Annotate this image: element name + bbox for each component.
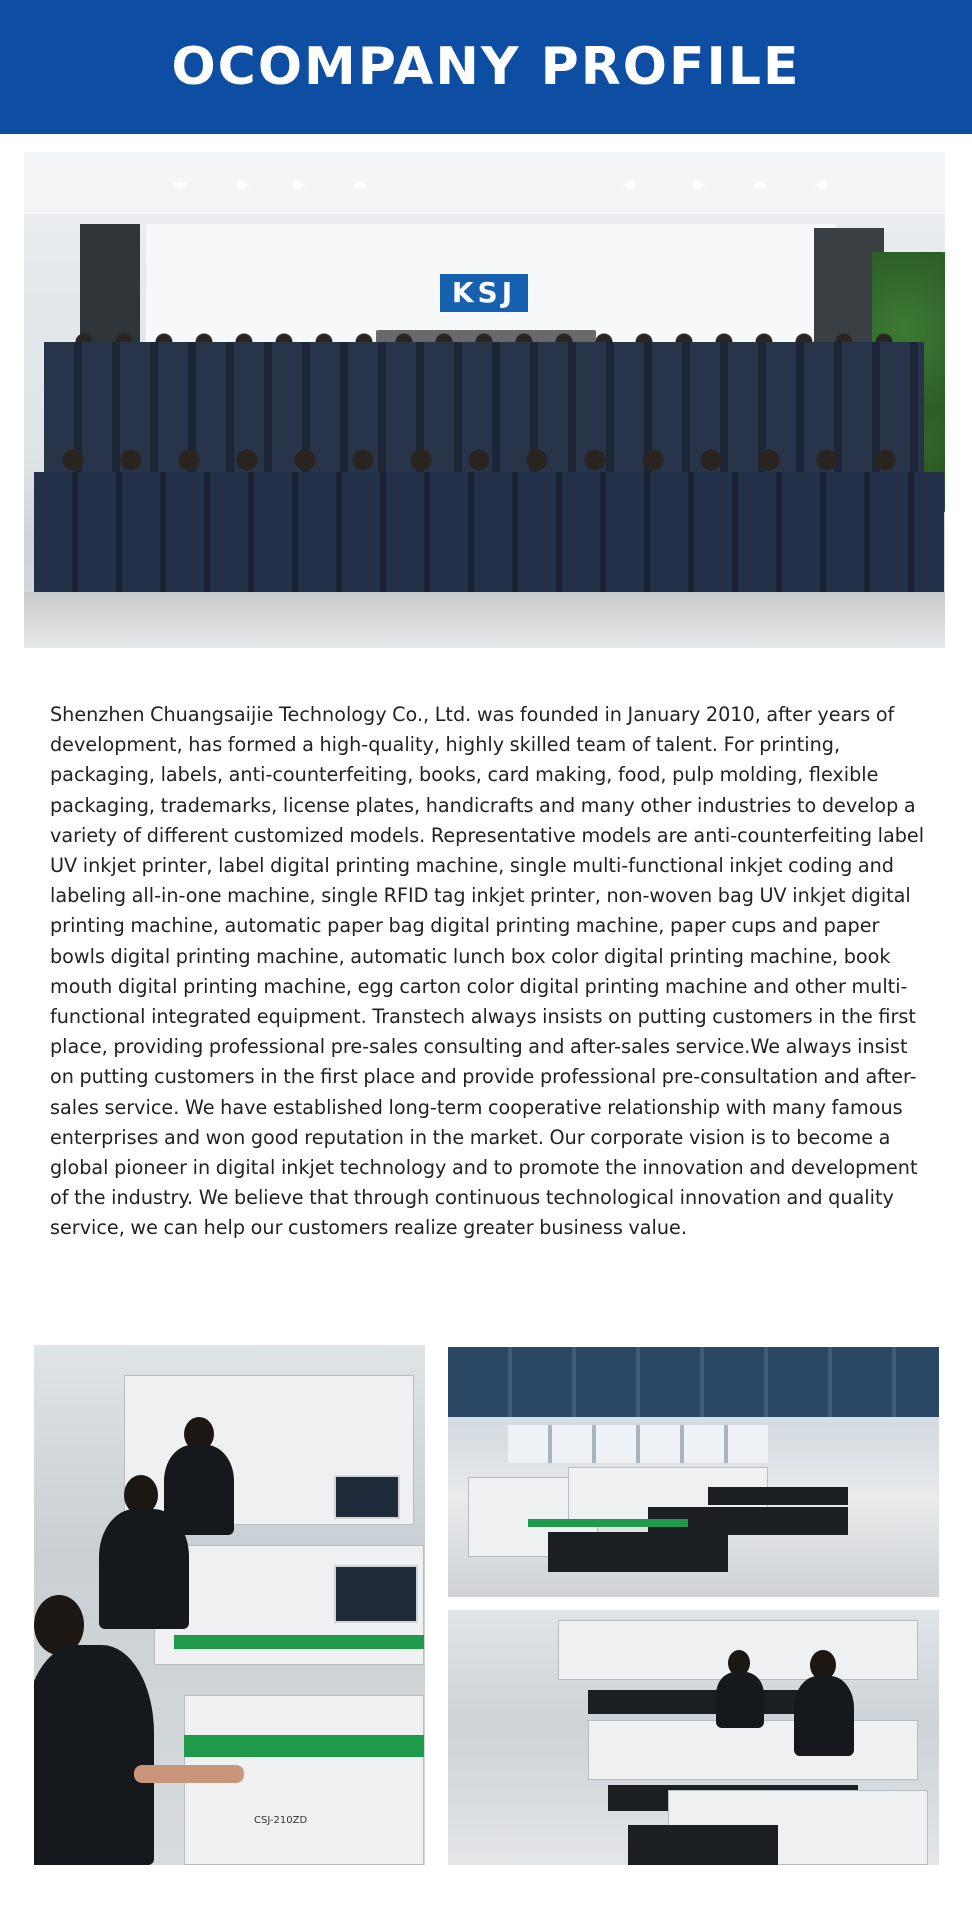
conveyor-belt [174, 1635, 424, 1649]
machine-base [708, 1487, 848, 1505]
worker [794, 1676, 854, 1756]
worker [34, 1645, 154, 1865]
conveyor-belt [184, 1735, 424, 1757]
machine-label: CSJ-210ZD [254, 1815, 308, 1826]
conveyor-belt [528, 1519, 688, 1527]
ceiling-light [624, 182, 636, 188]
worker-arm [134, 1765, 244, 1783]
ceiling-light [754, 182, 766, 188]
ceiling-light [236, 182, 248, 188]
machine-base [628, 1825, 778, 1865]
factory-photo-hall [448, 1347, 939, 1597]
team-photo [24, 152, 945, 648]
ceiling-light [174, 182, 186, 188]
company-logo-text: KSJ [451, 276, 517, 309]
worker [716, 1672, 764, 1728]
machine [588, 1720, 918, 1780]
worker [99, 1509, 189, 1629]
factory-photo-workers [34, 1345, 425, 1865]
company-description: Shenzhen Chuangsaijie Technology Co., Ltd. was founded in January 2010, after years of development, has formed a high-quality, highly skilled team of talent. For printing, packaging, labels, anti-counterfeiting, books, card making, food, pulp molding, flexible packaging, trademarks, license plates, handicrafts and many other industries to develop a variety of different customized models. Representative models are anti-counterfeiting label UV inkjet printer, label digital printing machine, single multi-functional inkjet coding and labeling all-in-one machine, single RFID tag inkjet printer, non-woven bag UV inkjet digital printing machine, automatic paper bag digital printing machine, paper cups and paper bowls digital printing machine, automatic lunch box color digital printing machine, book mouth digital printing machine, egg carton color digital printing machine and other multi-functional integrated equipment. Transtech always insists on putting customers in the first place, providing professional pre-sales consulting and after-sales service.We always insist on putting customers in the first place and provide professional pre-consultation and after-sales service. We have established long-term cooperative relationship with many famous enterprises and won good reputation in the market. Our corporate vision is to become a global pioneer in digital inkjet technology and to promote the innovation and development of the industry. We believe that through continuous technological innovation and quality service, we can help our customers realize greater business value. [50, 703, 925, 1240]
ceiling-light [692, 182, 704, 188]
factory-ceiling [448, 1347, 939, 1417]
factory-photo-production [448, 1610, 939, 1865]
photo-ceiling [24, 152, 945, 214]
header-banner [0, 0, 972, 134]
monitor [334, 1565, 418, 1623]
ceiling-light [292, 182, 304, 188]
monitor [334, 1475, 400, 1519]
front-row-staff [34, 472, 944, 602]
ceiling-light [816, 182, 828, 188]
machine-base [588, 1690, 828, 1714]
factory-windows [508, 1425, 768, 1463]
page-title: OCOMPANY PROFILE [171, 37, 801, 97]
machine-base [548, 1532, 728, 1572]
floor [24, 592, 945, 648]
ceiling-light [354, 182, 366, 188]
